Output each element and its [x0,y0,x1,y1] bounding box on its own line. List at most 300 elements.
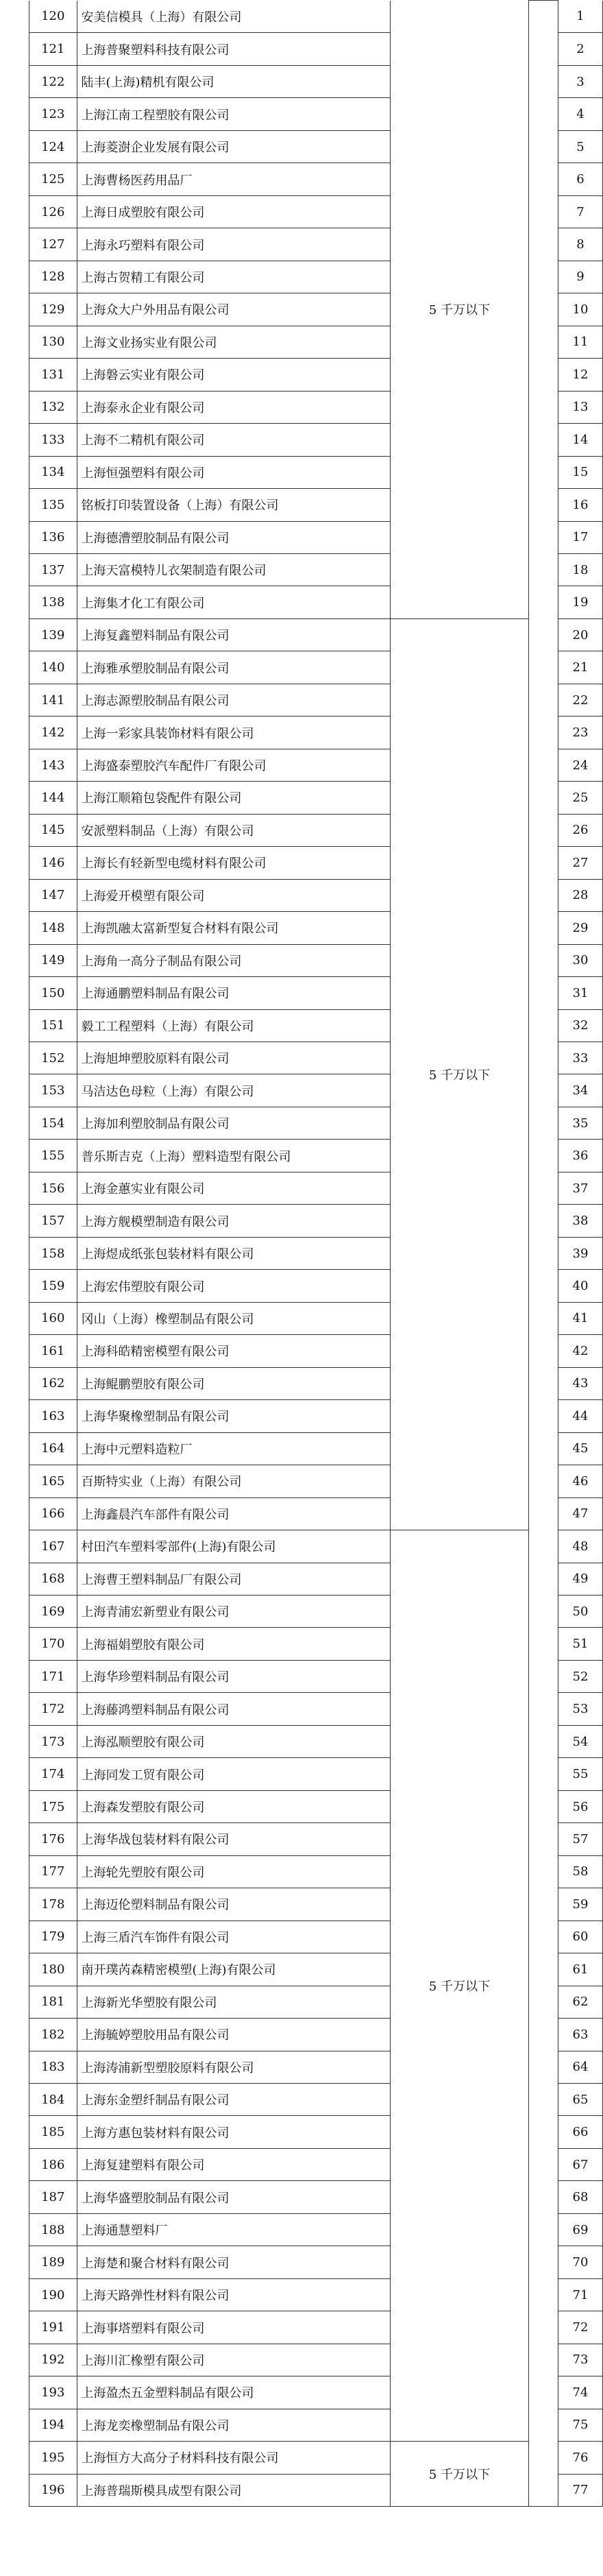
company-name-cell: 上海长有轻新型电缆材料有限公司 [77,847,391,879]
row-number-cell: 177 [29,1855,77,1888]
company-name-cell: 上海森发塑胶有限公司 [77,1790,391,1822]
gap-cell [528,912,558,944]
company-name-cell: 南开璞芮森精密模塑(上海)有限公司 [77,1953,391,1986]
company-name-cell: 上海一彩家具装饰材料有限公司 [77,717,391,749]
gap-cell [528,1205,558,1237]
company-name-cell: 上海轮先塑胶有限公司 [77,1855,391,1888]
rank-cell: 52 [558,1660,602,1692]
row-number-cell: 145 [29,814,77,846]
row-number-cell: 143 [29,749,77,781]
row-number-cell: 130 [29,326,77,358]
gap-cell [528,1107,558,1139]
company-name-cell: 上海曹杨医药用品厂 [77,163,391,195]
company-name-cell: 上海古贺精工有限公司 [77,261,391,293]
rank-cell: 8 [558,228,602,261]
row-number-cell: 124 [29,130,77,162]
row-number-cell: 144 [29,782,77,814]
rank-cell: 6 [558,163,602,195]
row-number-cell: 169 [29,1595,77,1627]
gap-cell [528,1725,558,1757]
rank-cell: 55 [558,1758,602,1790]
company-name-cell: 百斯特实业（上海）有限公司 [77,1465,391,1497]
company-name-cell: 上海楚和聚合材料有限公司 [77,2246,391,2278]
company-name-cell: 上海盈杰五金塑料制品有限公司 [77,2376,391,2409]
row-number-cell: 168 [29,1563,77,1595]
row-number-cell: 156 [29,1172,77,1204]
row-number-cell: 174 [29,1758,77,1790]
rank-cell: 48 [558,1530,602,1563]
rank-cell: 60 [558,1921,602,1953]
row-number-cell: 128 [29,261,77,293]
gap-cell [528,521,558,553]
company-name-cell: 上海恒方大高分子材料科技有限公司 [77,2442,391,2474]
row-number-cell: 193 [29,2376,77,2409]
row-number-cell: 186 [29,2148,77,2180]
rank-cell: 33 [558,1042,602,1074]
category-cell: 5 千万以下 [391,1,529,619]
company-name-cell: 安美信模具（上海）有限公司 [77,1,391,33]
row-number-cell: 179 [29,1921,77,1953]
company-name-cell: 上海加利塑胶制品有限公司 [77,1107,391,1139]
row-number-cell: 172 [29,1693,77,1725]
row-number-cell: 194 [29,2409,77,2441]
rank-cell: 35 [558,1107,602,1139]
row-number-cell: 190 [29,2278,77,2311]
gap-cell [528,586,558,618]
row-number-cell: 171 [29,1660,77,1692]
company-name-cell: 上海永巧塑料有限公司 [77,228,391,261]
rank-cell: 49 [558,1563,602,1595]
company-name-cell: 上海通鹏塑料制品有限公司 [77,977,391,1009]
row-number-cell: 178 [29,1888,77,1921]
row-number-cell: 153 [29,1074,77,1107]
rank-cell: 27 [558,847,602,879]
company-name-cell: 上海菱澍企业发展有限公司 [77,130,391,162]
row-number-cell: 140 [29,651,77,684]
rank-cell: 44 [558,1400,602,1432]
gap-cell [528,684,558,716]
gap-cell [528,2442,558,2474]
company-name-cell: 上海角一高分子制品有限公司 [77,944,391,976]
company-name-cell: 上海涛浦新型塑胶原料有限公司 [77,2051,391,2083]
row-number-cell: 160 [29,1302,77,1334]
row-number-cell: 127 [29,228,77,261]
gap-cell [528,1628,558,1660]
rank-cell: 65 [558,2084,602,2116]
rank-cell: 45 [558,1432,602,1465]
rank-cell: 9 [558,261,602,293]
company-name-cell: 上海同发工贸有限公司 [77,1758,391,1790]
gap-cell [528,782,558,814]
gap-cell [528,944,558,976]
rank-cell: 26 [558,814,602,846]
gap-cell [528,879,558,911]
row-number-cell: 181 [29,1986,77,2018]
gap-cell [528,2246,558,2278]
company-name-cell: 上海江顺箱包袋配件有限公司 [77,782,391,814]
company-name-cell: 上海志源塑胶制品有限公司 [77,684,391,716]
row-number-cell: 159 [29,1270,77,1302]
row-number-cell: 191 [29,2311,77,2344]
gap-cell [528,1172,558,1204]
rank-cell: 74 [558,2376,602,2409]
rank-cell: 25 [558,782,602,814]
rank-cell: 40 [558,1270,602,1302]
gap-cell [528,2409,558,2441]
gap-cell [528,424,558,456]
gap-cell [528,1693,558,1725]
company-name-cell: 上海方惠包装材料有限公司 [77,2116,391,2148]
row-number-cell: 196 [29,2474,77,2506]
gap-cell [528,33,558,65]
gap-cell [528,1790,558,1822]
gap-cell [528,1270,558,1302]
row-number-cell: 187 [29,2181,77,2213]
rank-cell: 64 [558,2051,602,2083]
gap-cell [528,1400,558,1432]
company-name-cell: 上海东金塑纤制品有限公司 [77,2084,391,2116]
gap-cell [528,1367,558,1399]
category-cell: 5 千万以下 [391,1530,529,2442]
rank-cell: 32 [558,1009,602,1042]
company-name-cell: 上海磐云实业有限公司 [77,359,391,391]
gap-cell [528,1042,558,1074]
company-name-cell: 上海龙奕橡塑制品有限公司 [77,2409,391,2441]
rank-cell: 36 [558,1140,602,1172]
rank-cell: 29 [558,912,602,944]
gap-cell [528,65,558,97]
row-number-cell: 167 [29,1530,77,1563]
rank-cell: 50 [558,1595,602,1627]
row-number-cell: 162 [29,1367,77,1399]
row-number-cell: 158 [29,1237,77,1269]
gap-cell [528,489,558,521]
gap-cell [528,1530,558,1563]
company-name-cell: 上海普聚塑料科技有限公司 [77,33,391,65]
row-number-cell: 148 [29,912,77,944]
rank-cell: 73 [558,2344,602,2376]
company-name-cell: 上海华战包装材料有限公司 [77,1823,391,1855]
company-name-cell: 安派塑料制品（上海）有限公司 [77,814,391,846]
rank-cell: 30 [558,944,602,976]
gap-cell [528,130,558,162]
company-name-cell: 上海德漕塑胶制品有限公司 [77,521,391,553]
company-name-cell: 上海天路弹性材料有限公司 [77,2278,391,2311]
company-name-cell: 上海日成塑胶有限公司 [77,195,391,228]
rank-cell: 57 [558,1823,602,1855]
rank-cell: 5 [558,130,602,162]
company-name-cell: 上海不二精机有限公司 [77,424,391,456]
company-name-cell: 上海集才化工有限公司 [77,586,391,618]
gap-cell [528,1758,558,1790]
row-number-cell: 133 [29,424,77,456]
rank-cell: 68 [558,2181,602,2213]
company-name-cell: 毅工工程塑料（上海）有限公司 [77,1009,391,1042]
gap-cell [528,1888,558,1921]
company-name-cell: 上海泰永企业有限公司 [77,391,391,423]
row-number-cell: 120 [29,1,77,33]
rank-cell: 16 [558,489,602,521]
table-row [29,2442,603,2474]
gap-cell [528,1823,558,1855]
row-number-cell: 129 [29,293,77,326]
rank-cell: 46 [558,1465,602,1497]
company-name-cell: 上海三盾汽车饰件有限公司 [77,1921,391,1953]
gap-cell [528,618,558,651]
gap-cell [528,1497,558,1530]
row-number-cell: 173 [29,1725,77,1757]
company-name-cell: 上海华聚橡塑制品有限公司 [77,1400,391,1432]
company-name-cell: 普乐斯吉克（上海）塑料造型有限公司 [77,1140,391,1172]
gap-cell [528,1921,558,1953]
gap-cell [528,2181,558,2213]
rank-cell: 34 [558,1074,602,1107]
category-cell: 5 千万以下 [391,2442,529,2507]
gap-cell [528,1335,558,1367]
gap-cell [528,2474,558,2506]
rank-cell: 76 [558,2442,602,2474]
row-number-cell: 170 [29,1628,77,1660]
row-number-cell: 176 [29,1823,77,1855]
rank-cell: 19 [558,586,602,618]
row-number-cell: 182 [29,2019,77,2051]
rank-cell: 17 [558,521,602,553]
row-number-cell: 125 [29,163,77,195]
company-name-cell: 上海旭坤塑胶原料有限公司 [77,1042,391,1074]
company-name-cell: 上海鑫晨汽车部件有限公司 [77,1497,391,1530]
rank-cell: 20 [558,618,602,651]
company-name-cell: 上海恒强塑料有限公司 [77,456,391,488]
rank-cell: 41 [558,1302,602,1334]
row-number-cell: 150 [29,977,77,1009]
gap-cell [528,2311,558,2344]
company-name-cell: 马洁达色母粒（上海）有限公司 [77,1074,391,1107]
rank-cell: 11 [558,326,602,358]
rank-cell: 4 [558,98,602,130]
company-name-cell: 上海金蕙实业有限公司 [77,1172,391,1204]
rank-cell: 24 [558,749,602,781]
rank-cell: 67 [558,2148,602,2180]
rank-cell: 69 [558,2213,602,2246]
gap-cell [528,2148,558,2180]
company-name-cell: 上海华珍塑料制品有限公司 [77,1660,391,1692]
gap-cell [528,1660,558,1692]
row-number-cell: 165 [29,1465,77,1497]
company-name-cell: 上海青浦宏新塑业有限公司 [77,1595,391,1627]
company-name-cell: 上海藤鸿塑料制品有限公司 [77,1693,391,1725]
rank-cell: 43 [558,1367,602,1399]
gap-cell [528,2019,558,2051]
rank-cell: 37 [558,1172,602,1204]
row-number-cell: 131 [29,359,77,391]
rank-cell: 61 [558,1953,602,1986]
gap-cell [528,195,558,228]
table-row [29,618,603,651]
gap-cell [528,2278,558,2311]
gap-cell [528,1855,558,1888]
company-name-cell: 上海复建塑料有限公司 [77,2148,391,2180]
gap-cell [528,1465,558,1497]
row-number-cell: 142 [29,717,77,749]
row-number-cell: 180 [29,1953,77,1986]
company-name-cell: 上海江南工程塑胶有限公司 [77,98,391,130]
company-name-cell: 上海天富模特儿衣架制造有限公司 [77,553,391,586]
rank-cell: 12 [558,359,602,391]
gap-cell [528,1074,558,1107]
company-name-cell: 上海科皓精密模塑有限公司 [77,1335,391,1367]
row-number-cell: 146 [29,847,77,879]
company-name-cell: 上海福娟塑胶有限公司 [77,1628,391,1660]
company-name-cell: 上海毓婷塑胶用品有限公司 [77,2019,391,2051]
rank-cell: 23 [558,717,602,749]
gap-cell [528,2376,558,2409]
rank-cell: 38 [558,1205,602,1237]
company-name-cell: 上海煜成纸张包装材料有限公司 [77,1237,391,1269]
rank-cell: 62 [558,1986,602,2018]
company-name-cell: 上海宏伟塑胶有限公司 [77,1270,391,1302]
row-number-cell: 141 [29,684,77,716]
gap-cell [528,456,558,488]
company-name-cell: 上海雅承塑胶制品有限公司 [77,651,391,684]
rank-cell: 3 [558,65,602,97]
rank-cell: 1 [558,1,602,33]
row-number-cell: 195 [29,2442,77,2474]
row-number-cell: 139 [29,618,77,651]
company-name-cell: 上海事塔塑料有限公司 [77,2311,391,2344]
category-cell: 5 千万以下 [391,618,529,1530]
gap-cell [528,1,558,33]
rank-cell: 77 [558,2474,602,2506]
gap-cell [528,1140,558,1172]
rank-cell: 59 [558,1888,602,1921]
row-number-cell: 155 [29,1140,77,1172]
company-table-body [29,1,603,2507]
company-name-cell: 上海通慧塑料厂 [77,2213,391,2246]
gap-cell [528,2213,558,2246]
gap-cell [528,1302,558,1334]
row-number-cell: 184 [29,2084,77,2116]
gap-cell [528,977,558,1009]
rank-cell: 71 [558,2278,602,2311]
row-number-cell: 189 [29,2246,77,2278]
gap-cell [528,1009,558,1042]
company-name-cell: 陆丰(上海)精机有限公司 [77,65,391,97]
company-name-cell: 冈山（上海）橡塑制品有限公司 [77,1302,391,1334]
table-row [29,1,603,33]
rank-cell: 21 [558,651,602,684]
gap-cell [528,326,558,358]
row-number-cell: 122 [29,65,77,97]
gap-cell [528,2084,558,2116]
row-number-cell: 163 [29,1400,77,1432]
company-name-cell: 上海中元塑料造粒厂 [77,1432,391,1465]
gap-cell [528,717,558,749]
row-number-cell: 164 [29,1432,77,1465]
rank-cell: 42 [558,1335,602,1367]
gap-cell [528,1563,558,1595]
row-number-cell: 121 [29,33,77,65]
gap-cell [528,293,558,326]
company-name-cell: 上海凯融太富新型复合材料有限公司 [77,912,391,944]
rank-cell: 13 [558,391,602,423]
rank-cell: 54 [558,1725,602,1757]
rank-cell: 31 [558,977,602,1009]
company-name-cell: 上海迈伦塑料制品有限公司 [77,1888,391,1921]
rank-cell: 22 [558,684,602,716]
row-number-cell: 154 [29,1107,77,1139]
row-number-cell: 166 [29,1497,77,1530]
row-number-cell: 183 [29,2051,77,2083]
company-name-cell: 上海爱开模塑有限公司 [77,879,391,911]
gap-cell [528,814,558,846]
company-name-cell: 上海新光华塑胶有限公司 [77,1986,391,2018]
company-name-cell: 上海华盛塑胶制品有限公司 [77,2181,391,2213]
gap-cell [528,1953,558,1986]
rank-cell: 39 [558,1237,602,1269]
row-number-cell: 147 [29,879,77,911]
row-number-cell: 123 [29,98,77,130]
gap-cell [528,2344,558,2376]
row-number-cell: 136 [29,521,77,553]
gap-cell [528,1432,558,1465]
gap-cell [528,749,558,781]
gap-cell [528,228,558,261]
company-name-cell: 上海方舰模塑制造有限公司 [77,1205,391,1237]
gap-cell [528,553,558,586]
rank-cell: 51 [558,1628,602,1660]
gap-cell [528,847,558,879]
company-name-cell: 上海普瑞斯模具成型有限公司 [77,2474,391,2506]
rank-cell: 56 [558,1790,602,1822]
rank-cell: 66 [558,2116,602,2148]
row-number-cell: 135 [29,489,77,521]
gap-cell [528,163,558,195]
company-name-cell: 上海文业扬实业有限公司 [77,326,391,358]
row-number-cell: 161 [29,1335,77,1367]
company-name-cell: 上海曹王塑料制品厂有限公司 [77,1563,391,1595]
row-number-cell: 138 [29,586,77,618]
gap-cell [528,261,558,293]
row-number-cell: 192 [29,2344,77,2376]
row-number-cell: 126 [29,195,77,228]
company-name-cell: 上海众大户外用品有限公司 [77,293,391,326]
company-name-cell: 上海泓顺塑胶有限公司 [77,1725,391,1757]
rank-cell: 28 [558,879,602,911]
company-table [29,0,603,2507]
rank-cell: 18 [558,553,602,586]
rank-cell: 2 [558,33,602,65]
company-name-cell: 村田汽车塑料零部件(上海)有限公司 [77,1530,391,1563]
gap-cell [528,359,558,391]
company-name-cell: 上海川汇橡塑有限公司 [77,2344,391,2376]
row-number-cell: 137 [29,553,77,586]
rank-cell: 70 [558,2246,602,2278]
company-name-cell: 上海复鑫塑料制品有限公司 [77,618,391,651]
rank-cell: 53 [558,1693,602,1725]
gap-cell [528,1237,558,1269]
rank-cell: 47 [558,1497,602,1530]
row-number-cell: 185 [29,2116,77,2148]
gap-cell [528,1595,558,1627]
row-number-cell: 152 [29,1042,77,1074]
row-number-cell: 175 [29,1790,77,1822]
rank-cell: 14 [558,424,602,456]
table-row [29,1530,603,1563]
rank-cell: 15 [558,456,602,488]
company-name-cell: 上海盛泰塑胶汽车配件厂有限公司 [77,749,391,781]
rank-cell: 75 [558,2409,602,2441]
rank-cell: 72 [558,2311,602,2344]
